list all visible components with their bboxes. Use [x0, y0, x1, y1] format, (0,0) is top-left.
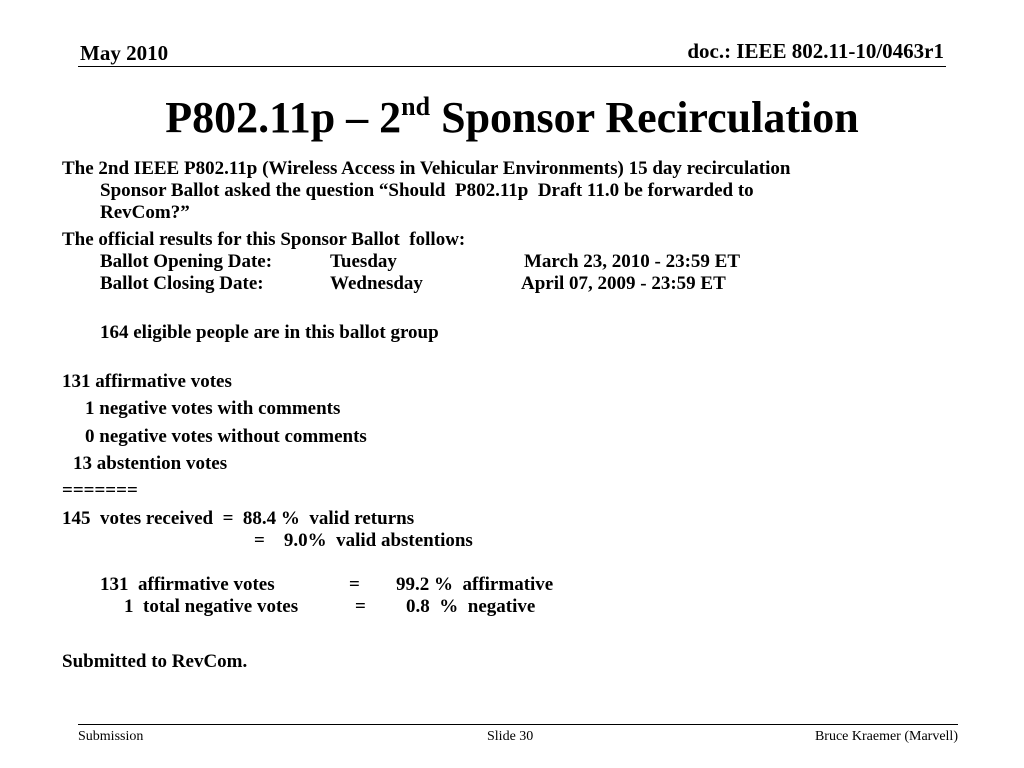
para1-line3: RevCom?”	[100, 202, 190, 223]
affirmative-votes: 131 affirmative votes	[62, 371, 232, 392]
header-rule	[78, 66, 946, 67]
para2-line1: The official results for this Sponsor Ballot follow:	[62, 229, 466, 250]
slide-title	[0, 92, 1024, 142]
affirmative-summary-label: 131 affirmative votes	[100, 574, 275, 595]
affirmative-summary-equals: =	[349, 574, 360, 595]
header-doc-id: doc.: IEEE 802.11-10/0463r1	[687, 39, 944, 63]
closing-label: Ballot Closing Date:	[100, 273, 264, 294]
footer-slide-number: Slide 30	[487, 729, 534, 744]
opening-date: March 23, 2010 - 23:59 ET	[524, 251, 741, 272]
affirmative-summary-percent: 99.2 % affirmative	[396, 574, 554, 595]
footer-rule	[78, 724, 958, 725]
footer-author: Bruce Kraemer (Marvell)	[814, 729, 958, 744]
votes-received: 145 votes received = 88.4 % valid returns	[62, 508, 415, 529]
header-date: May 2010	[80, 41, 169, 65]
closing-day: Wednesday	[330, 273, 423, 294]
negative-summary-equals: =	[355, 596, 366, 617]
opening-day: Tuesday	[330, 251, 397, 272]
closing-date: April 07, 2009 - 23:59 ET	[521, 273, 726, 294]
negative-summary-percent: 0.8 % negative	[406, 596, 536, 617]
footer-submission: Submission	[78, 729, 144, 744]
negative-summary-label: 1 total negative votes	[124, 596, 299, 617]
separator-line: =======	[62, 480, 138, 501]
para1-line1: The 2nd IEEE P802.11p (Wireless Access in Vehicular Environments) 15 day recirculation	[62, 158, 791, 179]
title-rest: Sponsor Recirculation	[430, 93, 859, 142]
valid-abstentions: = 9.0% valid abstentions	[254, 530, 473, 551]
para1-line2: Sponsor Ballot asked the question “Should P802.11p Draft 11.0 be forwarded to	[100, 180, 754, 201]
eligible-count: 164 eligible people are in this ballot group	[100, 322, 439, 343]
title-main: P802.11p – 2	[165, 93, 402, 142]
submitted-note: Submitted to RevCom.	[62, 651, 248, 672]
negative-with-comments: 1 negative votes with comments	[85, 398, 341, 419]
abstention-votes: 13 abstention votes	[73, 453, 228, 474]
title-superscript: nd	[401, 92, 431, 121]
opening-label: Ballot Opening Date:	[100, 251, 273, 272]
negative-without-comments: 0 negative votes without comments	[85, 426, 367, 447]
